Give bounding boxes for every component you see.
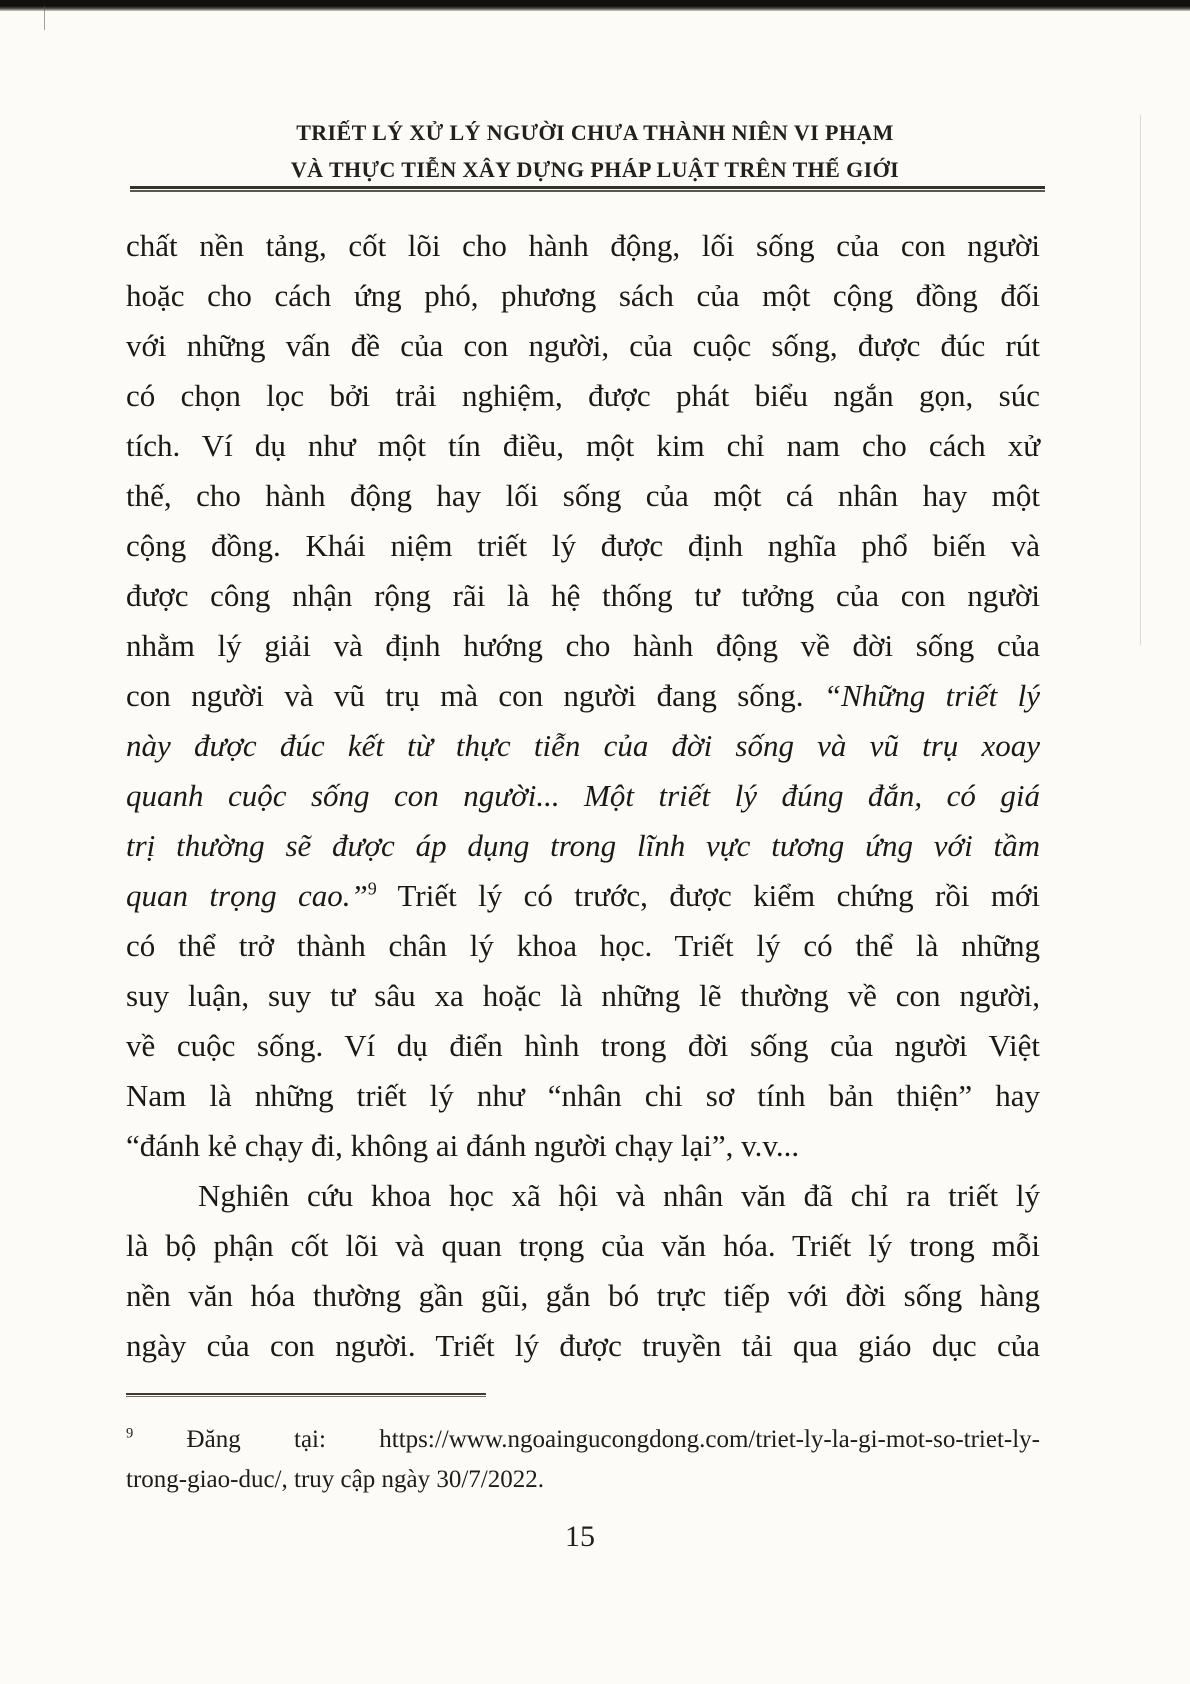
paragraph-1 <box>126 221 1040 1171</box>
text-line: nền văn hóa thường gần gũi, gắn bó trực tiếp với đời sống hàng <box>126 1278 1040 1313</box>
text-line: được công nhận rộng rãi là hệ thống tư tưởng của con người <box>126 578 1040 613</box>
footnote <box>126 1420 1040 1500</box>
paragraph-2 <box>126 1171 1040 1371</box>
text-line: có chọn lọc bởi trải nghiệm, được phát biểu ngắn gọn, súc <box>126 378 1040 413</box>
text-line: $^9$ Đăng tại: https://www.ngoaingucongdong.com/triet-ly-la-gi-mot-so-triet-ly- <box>126 1425 1040 1453</box>
text-line: trị thường sẽ được áp dụng trong lĩnh vực tương ứng với tầm <box>126 828 1040 863</box>
running-head-line2: VÀ THỰC TIỄN XÂY DỰNG PHÁP LUẬT TRÊN THẾ GIỚI <box>290 157 900 182</box>
text-line: chất nền tảng, cốt lõi cho hành động, lối sống của con người <box>126 228 1040 263</box>
text-line: Nam là những triết lý như “nhân chi sơ tính bản thiện” hay <box>126 1078 1040 1113</box>
page-number: 15 <box>565 1520 595 1553</box>
running-head <box>0 114 1190 188</box>
text-line: là bộ phận cốt lõi và quan trọng của văn hóa. Triết lý trong mỗi <box>126 1228 1040 1263</box>
scan-artifact-right-line <box>1140 115 1141 645</box>
text-line: quanh cuộc sống con người... Một triết lý đúng đắn, có giá <box>126 778 1040 813</box>
text-line: con người và vũ trụ mà con người đang sống. “Những triết lý <box>126 678 1041 713</box>
text-line: nhằm lý giải và định hướng cho hành động về đời sống của <box>126 628 1040 663</box>
text-line: có thể trở thành chân lý khoa học. Triết lý có thể là những <box>126 928 1040 963</box>
header-divider-rule <box>130 186 1045 192</box>
body-text <box>126 221 1040 1371</box>
text-line: hoặc cho cách ứng phó, phương sách của một cộng đồng đối <box>126 278 1040 313</box>
text-line: về cuộc sống. Ví dụ điển hình trong đời sống của người Việt <box>126 1028 1040 1063</box>
text-line: cộng đồng. Khái niệm triết lý được định nghĩa phổ biến và <box>126 528 1040 563</box>
text-line: với những vấn đề của con người, của cuộc sống, được đúc rút <box>126 328 1040 363</box>
text-line: ngày của con người. Triết lý được truyền tải qua giáo dục của <box>126 1328 1040 1363</box>
text-line: suy luận, suy tư sâu xa hoặc là những lẽ thường về con người, <box>126 978 1040 1013</box>
text-line: trong-giao-duc/, truy cập ngày 30/7/2022. <box>126 1466 544 1493</box>
text-line: thế, cho hành động hay lối sống của một cá nhân hay một <box>126 478 1040 513</box>
text-line: này được đúc kết từ thực tiễn của đời sống và vũ trụ xoay <box>126 728 1040 763</box>
text-line: “đánh kẻ chạy đi, không ai đánh người chạy lại”, v.v... <box>126 1128 800 1163</box>
text-line: Nghiên cứu khoa học xã hội và nhân văn đã chỉ ra triết lý <box>198 1178 1040 1213</box>
running-head-line1: TRIẾT LÝ XỬ LÝ NGƯỜI CHƯA THÀNH NIÊN VI PHẠM <box>296 120 894 145</box>
scan-artifact-top-bar <box>0 0 1190 11</box>
scan-artifact-left-line <box>44 6 45 30</box>
text-line: quan trọng cao.”$^9$ Triết lý có trước, được kiểm chứng rồi mới <box>126 878 1040 913</box>
footnote-divider-rule <box>126 1393 486 1397</box>
text-line: tích. Ví dụ như một tín điều, một kim chỉ nam cho cách xử <box>126 428 1040 463</box>
